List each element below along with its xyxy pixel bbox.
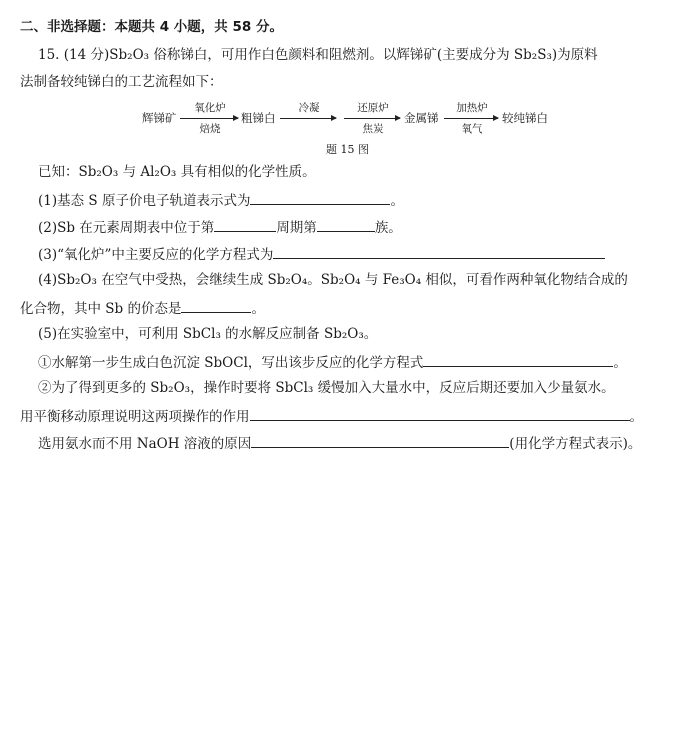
- q5-3-text: 选用氨水而不用 NaOH 溶液的原因: [38, 436, 252, 452]
- q5-1-text: ①水解第一步生成白色沉淀 SbOCl，写出该步反应的化学方程式: [38, 355, 424, 371]
- question-intro-line1: 15. (14 分)Sb₂O₃ 俗称锑白，可用作白色颜料和阻燃剂。以辉锑矿(主要成分为 Sb₂S₃)为原料: [38, 47, 598, 63]
- q1-line: [38, 190, 404, 210]
- q5-2-text: 用平衡移动原理说明这两项操作的作用: [20, 409, 250, 425]
- q4-line1: (4)Sb₂O₃ 在空气中受热，会继续生成 Sb₂O₄。Sb₂O₄ 与 Fe₃O₄ 相似，可看作两种氧化物结合成的: [38, 272, 628, 288]
- q5-3-end: (用化学方程式表示)。: [509, 436, 642, 452]
- q1-end: 。: [390, 193, 404, 209]
- q5-2-line2: [20, 406, 643, 426]
- q3-text: (3)“氧化炉”中主要反应的化学方程式为: [38, 247, 274, 263]
- flow-arrow1-bottom-label: 焙烧: [199, 123, 221, 135]
- flow-arrow-4: [444, 118, 498, 119]
- q2-line: [38, 217, 402, 237]
- figure-caption: 题 15 图: [326, 143, 369, 156]
- flow-node-product: 较纯锑白: [502, 111, 548, 125]
- q5-2-answer-blank[interactable]: [250, 406, 630, 421]
- flow-arrow4-bottom-label: 氧气: [461, 123, 483, 135]
- flow-arrow-1: [180, 118, 238, 119]
- flow-node-ore: 辉锑矿: [142, 111, 177, 125]
- q3-answer-blank[interactable]: [273, 244, 605, 259]
- q4-text: 化合物，其中 Sb 的价态是: [20, 301, 182, 317]
- q5-intro: (5)在实验室中，可利用 SbCl₃ 的水解反应制备 Sb₂O₃。: [38, 326, 378, 342]
- known-condition: 已知：Sb₂O₃ 与 Al₂O₃ 具有相似的化学性质。: [38, 164, 316, 180]
- flow-arrow-3: [344, 118, 400, 119]
- flow-arrow4-top-label: 加热炉: [456, 102, 488, 114]
- flow-node-crude: 粗锑白: [241, 111, 276, 125]
- q5-1-end: 。: [613, 355, 627, 371]
- flow-node-metal: 金属锑: [404, 111, 439, 125]
- q5-2-end: 。: [629, 409, 643, 425]
- flow-arrow1-top-label: 氧化炉: [194, 102, 226, 114]
- flow-arrow3-top-label: 还原炉: [357, 102, 389, 114]
- q2-period-blank[interactable]: [214, 217, 276, 232]
- q5-2-line1: ②为了得到更多的 Sb₂O₃，操作时要将 SbCl₃ 缓慢加入大量水中，反应后期还要加入少量氨水。: [38, 380, 615, 396]
- flow-arrow-2: [280, 118, 336, 119]
- q5-1-line: [38, 352, 627, 372]
- section-heading: 二、非选择题：本题共 4 小题，共 58 分。: [20, 19, 283, 35]
- question-intro-line2: 法制备较纯锑白的工艺流程如下：: [20, 74, 223, 90]
- q1-text: (1)基态 S 原子价电子轨道表示式为: [38, 193, 251, 209]
- q5-1-answer-blank[interactable]: [423, 352, 613, 367]
- q5-3-answer-blank[interactable]: [251, 433, 509, 448]
- flow-arrow3-bottom-label: 焦炭: [362, 123, 384, 135]
- q2-group-blank[interactable]: [317, 217, 375, 232]
- q3-line: [38, 244, 605, 264]
- flow-arrow2-top-label: 冷凝: [298, 102, 320, 114]
- q2-mid: 周期第: [276, 220, 317, 236]
- q4-answer-blank[interactable]: [181, 298, 251, 313]
- q2-text: (2)Sb 在元素周期表中位于第: [38, 220, 215, 236]
- q2-end: 族。: [374, 220, 402, 236]
- q5-3-line: [38, 433, 641, 453]
- q4-end: 。: [251, 301, 265, 317]
- q1-answer-blank[interactable]: [250, 190, 390, 205]
- q4-line2: [20, 298, 265, 318]
